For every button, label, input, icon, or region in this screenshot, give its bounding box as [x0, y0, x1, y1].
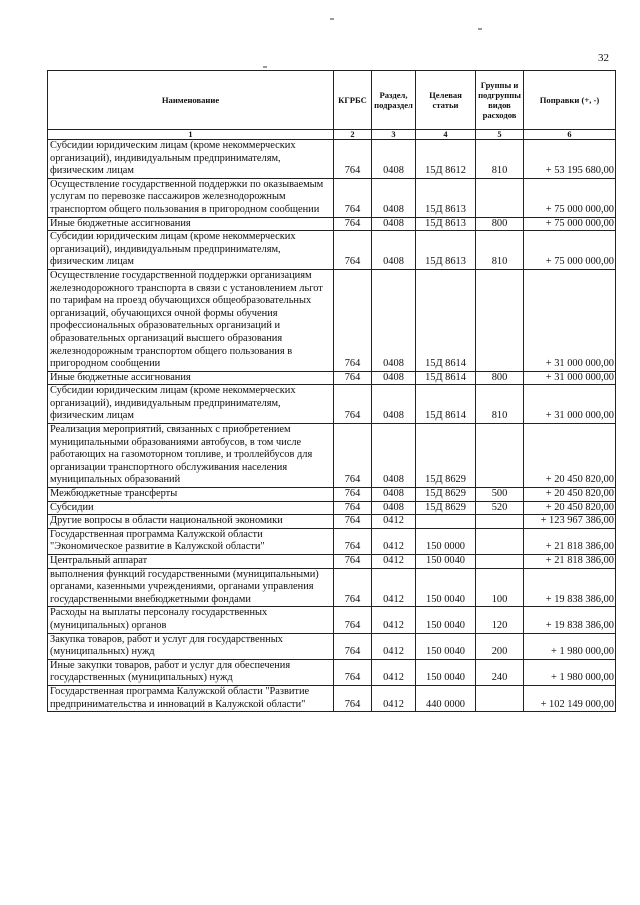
row-group: 800	[476, 371, 524, 385]
row-target: 150 0040	[416, 607, 476, 633]
row-name: Иные бюджетные ассигнования	[48, 371, 334, 385]
row-group	[476, 685, 524, 711]
header-amount: Поправки (+, -)	[524, 71, 616, 130]
row-target: 15Д 8629	[416, 501, 476, 515]
table-row	[48, 231, 616, 270]
row-target: 150 0000	[416, 528, 476, 554]
row-amount: + 21 818 386,00	[524, 555, 616, 569]
row-amount: + 20 450 820,00	[524, 488, 616, 502]
row-kgrbs: 764	[334, 231, 372, 270]
row-kgrbs: 764	[334, 568, 372, 607]
row-section: 0408	[372, 269, 416, 371]
row-amount: + 123 967 386,00	[524, 515, 616, 529]
table-row	[48, 515, 616, 529]
row-amount: + 19 838 386,00	[524, 568, 616, 607]
row-kgrbs: 764	[334, 385, 372, 424]
row-target: 15Д 8613	[416, 217, 476, 231]
row-name: Субсидии юридическим лицам (кроме некоммерческих организаций), индивидуальным предпринимателям, физическим лицам	[48, 385, 334, 424]
row-section: 0412	[372, 555, 416, 569]
row-amount: + 20 450 820,00	[524, 501, 616, 515]
header-target: Целевая статьи	[416, 71, 476, 130]
row-group	[476, 424, 524, 488]
row-target: 15Д 8614	[416, 385, 476, 424]
row-group	[476, 178, 524, 217]
row-section: 0412	[372, 607, 416, 633]
row-group: 810	[476, 140, 524, 179]
row-section: 0412	[372, 568, 416, 607]
row-name: Осуществление государственной поддержки по оказываемым услугам по перевозке пассажиров железнодорожным транспортом общего пользования в пригородном сообщении	[48, 178, 334, 217]
row-amount: + 75 000 000,00	[524, 217, 616, 231]
row-target: 150 0040	[416, 568, 476, 607]
row-group: 200	[476, 633, 524, 659]
row-amount: + 102 149 000,00	[524, 685, 616, 711]
header-section: Раздел, подраздел	[372, 71, 416, 130]
table-row	[48, 488, 616, 502]
column-number: 2	[334, 130, 372, 140]
table-row	[48, 269, 616, 371]
table-row	[48, 217, 616, 231]
row-amount: + 53 195 680,00	[524, 140, 616, 179]
row-name: Центральный аппарат	[48, 555, 334, 569]
row-amount: + 75 000 000,00	[524, 178, 616, 217]
row-group: 120	[476, 607, 524, 633]
row-name: Субсидии	[48, 501, 334, 515]
table-row	[48, 528, 616, 554]
column-number: 6	[524, 130, 616, 140]
row-group	[476, 269, 524, 371]
row-group	[476, 555, 524, 569]
scan-speck	[263, 66, 267, 68]
row-section: 0412	[372, 515, 416, 529]
row-group: 240	[476, 659, 524, 685]
row-name: Государственная программа Калужской области "Развитие предпринимательства и инноваций в Калужской области"	[48, 685, 334, 711]
table-row	[48, 178, 616, 217]
row-kgrbs: 764	[334, 371, 372, 385]
table-row	[48, 685, 616, 711]
row-amount: + 20 450 820,00	[524, 424, 616, 488]
row-amount: + 75 000 000,00	[524, 231, 616, 270]
table-row	[48, 424, 616, 488]
table-row	[48, 568, 616, 607]
row-kgrbs: 764	[334, 515, 372, 529]
row-amount: + 31 000 000,00	[524, 385, 616, 424]
header-group: Группы и подгруппы видов расходов	[476, 71, 524, 130]
row-group: 100	[476, 568, 524, 607]
row-amount: + 31 000 000,00	[524, 269, 616, 371]
table-row	[48, 371, 616, 385]
row-section: 0408	[372, 178, 416, 217]
row-kgrbs: 764	[334, 607, 372, 633]
row-kgrbs: 764	[334, 269, 372, 371]
row-section: 0408	[372, 231, 416, 270]
row-target: 15Д 8629	[416, 488, 476, 502]
row-target: 15Д 8613	[416, 231, 476, 270]
row-name: Реализация мероприятий, связанных с приобретением муниципальными образованиями автобусов, в том числе работающих на газомоторном топливе, и троллейбусов для организации транспортного обслуживания населения муниципальных образований	[48, 424, 334, 488]
row-kgrbs: 764	[334, 501, 372, 515]
row-kgrbs: 764	[334, 685, 372, 711]
row-kgrbs: 764	[334, 424, 372, 488]
column-number-row	[48, 130, 616, 140]
row-kgrbs: 764	[334, 659, 372, 685]
scan-speck	[478, 28, 482, 30]
table-row	[48, 555, 616, 569]
row-section: 0408	[372, 140, 416, 179]
column-number: 1	[48, 130, 334, 140]
row-section: 0408	[372, 371, 416, 385]
table-row	[48, 385, 616, 424]
row-kgrbs: 764	[334, 633, 372, 659]
row-target: 150 0040	[416, 633, 476, 659]
row-section: 0408	[372, 385, 416, 424]
row-name: Осуществление государственной поддержки организациям железнодорожного транспорта в связи с установлением льгот по тарифам на проезд обучающихся общеобразовательных организаций, обучающихся очной формы обучения профессиональных образовательных организаций и образовательных организаций высшего образования железнодорожным транспортом общего пользования в пригородном сообщении	[48, 269, 334, 371]
row-amount: + 1 980 000,00	[524, 659, 616, 685]
row-name: Другие вопросы в области национальной экономики	[48, 515, 334, 529]
row-section: 0412	[372, 685, 416, 711]
row-section: 0408	[372, 488, 416, 502]
row-amount: + 21 818 386,00	[524, 528, 616, 554]
row-section: 0408	[372, 217, 416, 231]
row-name: Закупка товаров, работ и услуг для государственных (муниципальных) нужд	[48, 633, 334, 659]
row-target: 15Д 8614	[416, 269, 476, 371]
row-target: 15Д 8629	[416, 424, 476, 488]
row-amount: + 19 838 386,00	[524, 607, 616, 633]
column-number: 4	[416, 130, 476, 140]
row-name: Расходы на выплаты персоналу государственных (муниципальных) органов	[48, 607, 334, 633]
table-row	[48, 501, 616, 515]
row-kgrbs: 764	[334, 140, 372, 179]
row-name: Государственная программа Калужской области "Экономическое развитие в Калужской области"	[48, 528, 334, 554]
table-row	[48, 607, 616, 633]
page-number: 32	[598, 52, 609, 64]
row-section: 0408	[372, 501, 416, 515]
row-kgrbs: 764	[334, 178, 372, 217]
header-name: Наименование	[48, 71, 334, 130]
row-kgrbs: 764	[334, 555, 372, 569]
row-name: Субсидии юридическим лицам (кроме некоммерческих организаций), индивидуальным предпринимателям, физическим лицам	[48, 140, 334, 179]
row-amount: + 1 980 000,00	[524, 633, 616, 659]
row-group	[476, 515, 524, 529]
row-target: 150 0040	[416, 555, 476, 569]
row-name: Межбюджетные трансферты	[48, 488, 334, 502]
column-number: 5	[476, 130, 524, 140]
row-name: выполнения функций государственными (муниципальными) органами, казенными учреждениями, органами управления государственными внебюджетными фондами	[48, 568, 334, 607]
table-body	[48, 140, 616, 712]
row-group: 520	[476, 501, 524, 515]
row-kgrbs: 764	[334, 217, 372, 231]
row-target: 15Д 8613	[416, 178, 476, 217]
row-section: 0412	[372, 633, 416, 659]
row-section: 0412	[372, 528, 416, 554]
scan-speck	[330, 18, 334, 20]
table-row	[48, 659, 616, 685]
row-group: 810	[476, 231, 524, 270]
column-number: 3	[372, 130, 416, 140]
row-name: Иные закупки товаров, работ и услуг для обеспечения государственных (муниципальных) нужд	[48, 659, 334, 685]
row-target: 440 0000	[416, 685, 476, 711]
row-group: 500	[476, 488, 524, 502]
table-row	[48, 633, 616, 659]
budget-amendments-table	[47, 70, 616, 712]
row-target	[416, 515, 476, 529]
row-section: 0412	[372, 659, 416, 685]
row-group	[476, 528, 524, 554]
row-kgrbs: 764	[334, 488, 372, 502]
row-kgrbs: 764	[334, 528, 372, 554]
row-target: 150 0040	[416, 659, 476, 685]
row-amount: + 31 000 000,00	[524, 371, 616, 385]
header-kgrbs: КГРБС	[334, 71, 372, 130]
table-header-row	[48, 71, 616, 130]
row-group: 810	[476, 385, 524, 424]
row-group: 800	[476, 217, 524, 231]
row-name: Иные бюджетные ассигнования	[48, 217, 334, 231]
table-row	[48, 140, 616, 179]
row-name: Субсидии юридическим лицам (кроме некоммерческих организаций), индивидуальным предпринимателям, физическим лицам	[48, 231, 334, 270]
row-target: 15Д 8612	[416, 140, 476, 179]
row-section: 0408	[372, 424, 416, 488]
row-target: 15Д 8614	[416, 371, 476, 385]
